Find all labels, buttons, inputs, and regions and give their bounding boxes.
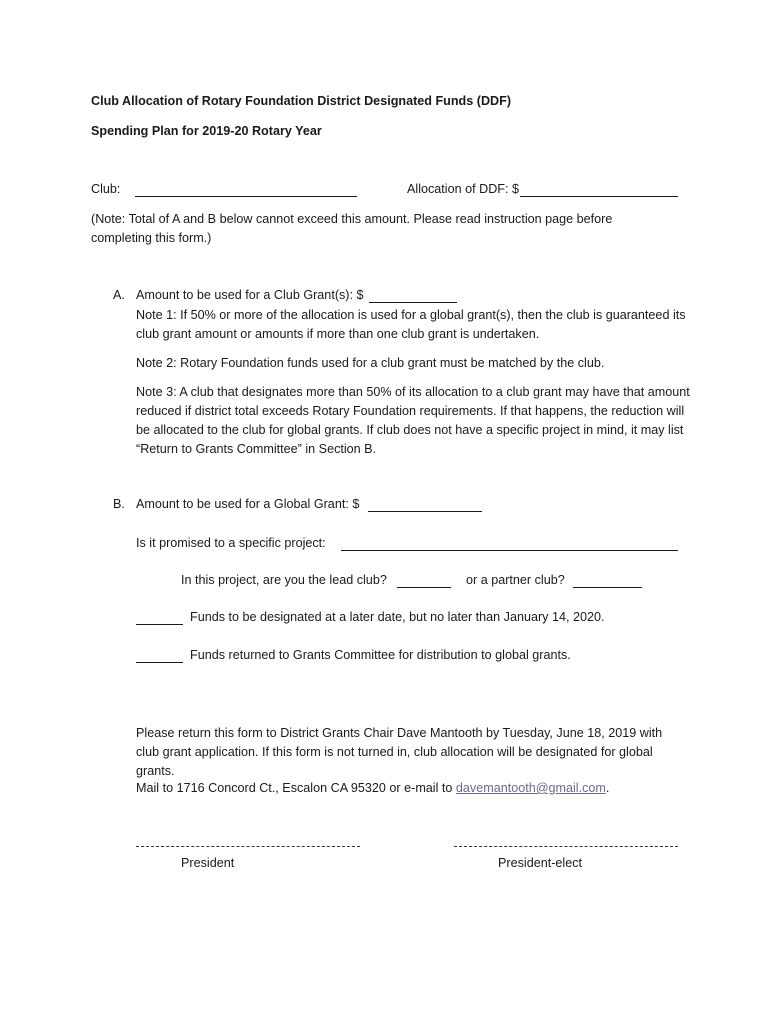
president-label: President [181,856,235,870]
returned-label: Funds returned to Grants Committee for distribution to global grants. [190,648,571,662]
lead-club-label: In this project, are you the lead club? [181,573,387,587]
global-grant-label: Amount to be used for a Global Grant: $ [136,497,360,511]
president-signature-line[interactable] [136,846,360,847]
club-grant-field[interactable] [369,288,457,303]
club-field[interactable] [135,182,357,197]
note-1: Note 1: If 50% or more of the allocation is used for a global grant(s), then the club is guaranteed its club grant amount or amounts if more than one club grant is undertaken. [136,308,686,341]
returned-field[interactable] [136,648,183,663]
club-grant-label: Amount to be used for a Club Grant(s): $ [136,288,364,302]
global-grant-field[interactable] [368,497,482,512]
president-elect-signature-line[interactable] [454,846,678,847]
total-note: (Note: Total of A and B below cannot exceed this amount. Please read instruction page before completing this form.) [91,212,613,245]
promised-field[interactable] [341,536,678,551]
mail-text: Mail to 1716 Concord Ct., Escalon CA 95320 or e-mail to [136,781,456,795]
later-date-field[interactable] [136,610,183,625]
allocation-label: Allocation of DDF: $ [407,182,519,196]
club-label: Club: [91,182,121,196]
mail-instructions [136,781,609,795]
note-2: Note 2: Rotary Foundation funds used for a club grant must be matched by the club. [136,356,605,370]
mail-end: . [605,781,610,795]
partner-club-label: or a partner club? [466,573,565,587]
form-subtitle: Spending Plan for 2019-20 Rotary Year [91,124,322,138]
later-date-label: Funds to be designated at a later date, but no later than January 14, 2020. [190,610,605,624]
section-b-letter: B. [113,497,125,511]
email-link[interactable]: davemantooth@gmail.com [455,781,606,795]
section-a-letter: A. [113,288,125,302]
lead-club-field[interactable] [397,573,451,588]
note-3: Note 3: A club that designates more than 50% of its allocation to a club grant may have that amount reduced if district total exceeds Rotary Foundation requirements. If that happens, the reduction will be allocated to the club for global grants. If club does not have a specific project in mind, it may list “Return to Grants Committee” in Section B. [136,385,690,456]
president-elect-label: President-elect [498,856,582,870]
promised-label: Is it promised to a specific project: [136,536,326,550]
partner-club-field[interactable] [573,573,642,588]
return-instructions: Please return this form to District Grants Chair Dave Mantooth by Tuesday, June 18, 2019 with club grant application. If this form is not turned in, club allocation will be designated for global grants. [136,726,663,778]
allocation-field[interactable] [520,182,678,197]
form-title: Club Allocation of Rotary Foundation District Designated Funds (DDF) [91,94,512,108]
